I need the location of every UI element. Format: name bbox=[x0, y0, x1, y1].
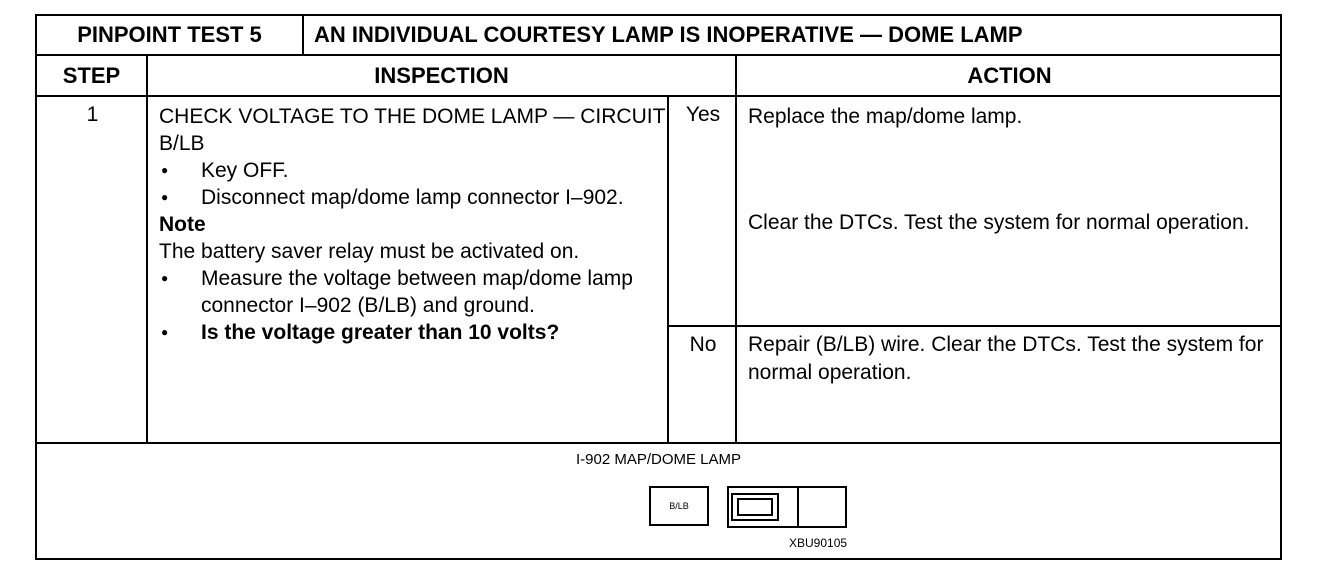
inspection-bullet: ● Measure the voltage between map/dome lamp connector I–902 (B/LB) and ground. bbox=[159, 265, 667, 319]
inspection-question: ● Is the voltage greater than 10 volts? bbox=[159, 319, 667, 346]
yes-action-replace: Replace the map/dome lamp. bbox=[748, 105, 1023, 128]
column-header-action: ACTION bbox=[967, 63, 1052, 88]
no-label: No bbox=[689, 333, 717, 356]
step-number: 1 bbox=[86, 103, 99, 126]
figure-code: XBU90105 bbox=[789, 536, 848, 550]
test-header bbox=[37, 16, 1280, 56]
no-action: Repair (B/LB) wire. Clear the DTCs. Test the system for normal operation. bbox=[748, 333, 1264, 384]
table-row bbox=[37, 97, 1280, 444]
yes-action-clear: Clear the DTCs. Test the system for normal operation. bbox=[748, 211, 1250, 234]
column-header-step: STEP bbox=[37, 56, 148, 95]
column-header-row bbox=[37, 56, 1280, 97]
inspection-bullet: ● Disconnect map/dome lamp connector I–902. bbox=[159, 184, 667, 211]
inspection-cell bbox=[159, 103, 667, 346]
note-title: Note bbox=[159, 213, 206, 236]
column-divider bbox=[667, 97, 669, 442]
connector-divider bbox=[797, 486, 799, 528]
yes-label: Yes bbox=[685, 103, 721, 126]
test-id: PINPOINT TEST 5 bbox=[37, 16, 304, 54]
column-header-inspection: INSPECTION bbox=[148, 56, 737, 95]
pinpoint-test-table bbox=[35, 14, 1282, 560]
column-divider bbox=[735, 97, 737, 442]
row-divider bbox=[669, 325, 1280, 327]
column-divider bbox=[146, 97, 148, 442]
inspection-heading: CHECK VOLTAGE TO THE DOME LAMP — CIRCUIT B/LB bbox=[159, 105, 666, 155]
connector-pin-label: B/LB bbox=[649, 486, 709, 526]
test-title: AN INDIVIDUAL COURTESY LAMP IS INOPERATIVE — DOME LAMP bbox=[314, 22, 1023, 47]
inspection-bullet: ● Key OFF. bbox=[159, 157, 667, 184]
connector-terminal-inner bbox=[737, 498, 773, 516]
note-text: The battery saver relay must be activated on. bbox=[159, 240, 580, 263]
figure-title: I-902 MAP/DOME LAMP bbox=[575, 451, 742, 468]
